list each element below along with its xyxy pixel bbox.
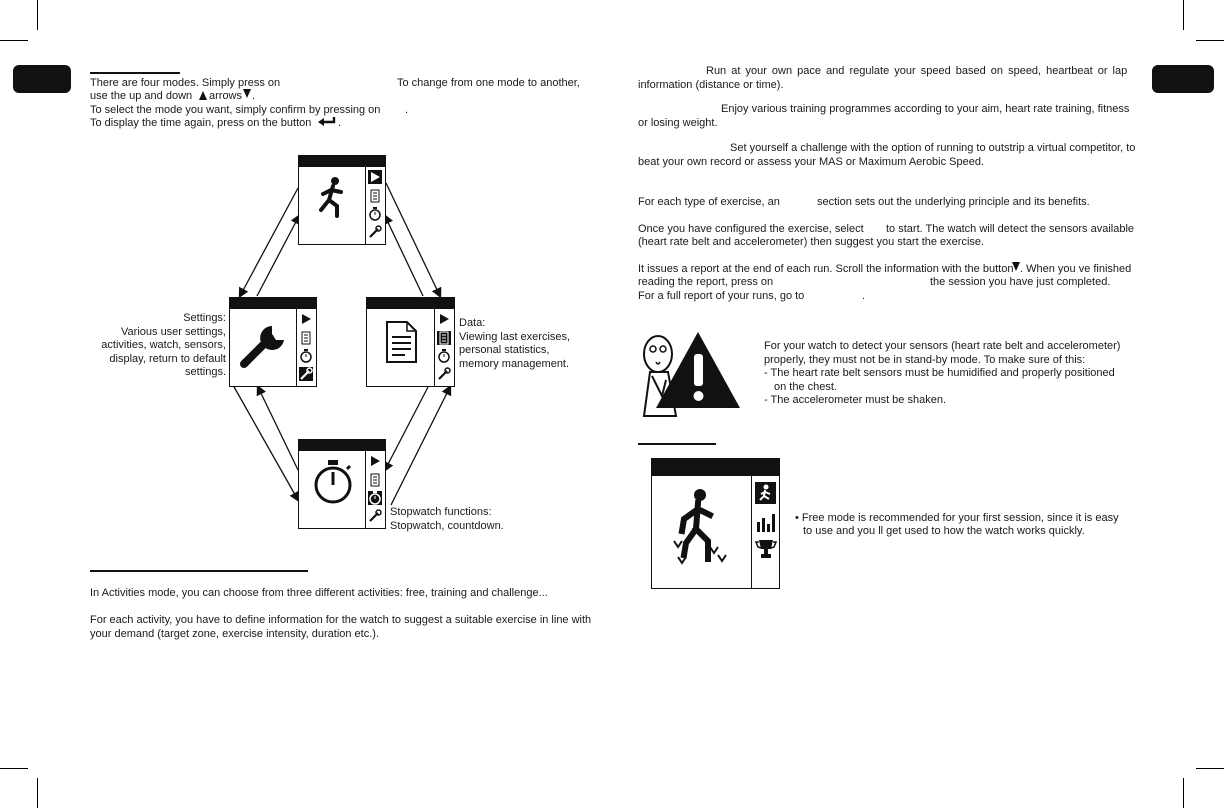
caption-line: Various user settings, xyxy=(121,325,226,338)
caption-line: memory management. xyxy=(459,357,570,370)
report-text: reading the report, press on xyxy=(638,276,774,288)
wrench-icon xyxy=(368,509,382,523)
runner-icon xyxy=(670,485,740,571)
training-description: or losing weight. xyxy=(638,117,718,129)
free-mode-note: • Free mode is recommended for your first session, since it is easy xyxy=(795,512,1119,524)
play-icon xyxy=(368,454,382,468)
watch-menu-column xyxy=(365,167,385,244)
watch-menu-column xyxy=(365,451,385,528)
warning-line: properly, they must not be in stand-by mode. To make sure of this: xyxy=(764,353,1086,366)
intro-text: . xyxy=(405,104,409,116)
stopwatch-icon xyxy=(437,349,451,363)
watch-screen-data xyxy=(366,297,455,387)
watch-title-bar xyxy=(230,298,316,309)
stopwatch-icon xyxy=(368,207,382,221)
training-description: Enjoy various training programmes according to your aim, heart rate training, fitness xyxy=(721,103,1130,115)
watch-menu-column xyxy=(434,309,454,386)
intro-text: To change from one mode to another, xyxy=(397,77,580,89)
intro-text: . xyxy=(252,90,256,102)
runner-icon xyxy=(313,176,349,221)
stopwatch-caption xyxy=(390,506,504,533)
intro-text: There are four modes. Simply press on xyxy=(90,77,281,89)
watch-screen-stopwatch xyxy=(298,439,386,529)
data-icon xyxy=(368,189,382,203)
start-text: (heart rate belt and accelerometer) then suggest you start the exercise. xyxy=(638,236,985,248)
caption-line: Settings: xyxy=(183,312,226,324)
play-icon xyxy=(299,312,313,326)
intro-text: To select the mode you want, simply confirm by pressing on xyxy=(90,104,381,116)
report-text: For a full report of your runs, go to xyxy=(638,290,805,302)
warning-line: - The heart rate belt sensors must be humidified and properly positioned xyxy=(764,367,1115,379)
report-text: . xyxy=(862,290,866,302)
watch-title-bar xyxy=(652,459,779,476)
wrench-icon xyxy=(299,367,313,381)
data-caption xyxy=(459,317,570,371)
play-icon xyxy=(368,170,382,184)
stopwatch-icon xyxy=(311,458,355,506)
report-text: the session you have just completed. xyxy=(930,276,1111,288)
stopwatch-icon xyxy=(299,349,313,363)
intro-text: use the up and down xyxy=(90,90,193,102)
watch-screen-settings xyxy=(229,297,317,387)
runner-icon xyxy=(755,482,776,504)
wrench-icon xyxy=(368,225,382,239)
challenge-description: Set yourself a challenge with the option of running to outstrip a virtual competitor, to xyxy=(730,142,1136,154)
wrench-icon xyxy=(437,367,451,381)
free-description: information (distance or time). xyxy=(638,79,784,91)
caption-line: display, return to default xyxy=(109,352,226,365)
watch-menu-column xyxy=(751,476,779,588)
trophy-icon xyxy=(756,538,776,560)
caption-line: activities, watch, sensors, xyxy=(101,339,226,351)
activities-paragraph: For each activity, you have to define information for the watch to suggest a suitable exercise in line with xyxy=(90,614,592,626)
exercise-info-text: section sets out the underlying principle and its benefits. xyxy=(817,196,1090,208)
watch-title-bar xyxy=(299,440,385,451)
warning-line: For your watch to detect your sensors (heart rate belt and accelerometer) xyxy=(764,340,1121,352)
report-text: It issues a report at the end of each run. Scroll the information with the button xyxy=(638,263,1014,275)
caption-line: Stopwatch functions: xyxy=(390,506,492,518)
section-divider xyxy=(638,443,716,445)
free-description: Run at your own pace and regulate your speed based on speed, heartbeat or lap xyxy=(706,65,1128,77)
document-icon xyxy=(385,320,419,364)
intro-text: arrows xyxy=(209,90,243,102)
start-text: Once you have configured the exercise, select xyxy=(638,223,864,235)
watch-title-bar xyxy=(367,298,454,309)
report-text: . When you ve finished xyxy=(1020,263,1132,275)
free-mode-note: to use and you ll get used to how the watch works quickly. xyxy=(803,525,1085,537)
caption-line: personal statistics, xyxy=(459,344,550,356)
settings-caption xyxy=(90,312,226,380)
warning-line: on the chest. xyxy=(774,380,837,393)
watch-screen-free-mode xyxy=(651,458,780,589)
start-text: to start. The watch will detect the sensors available xyxy=(886,223,1135,235)
caption-line: Stopwatch, countdown. xyxy=(390,519,504,532)
data-icon xyxy=(437,331,451,345)
exercise-info-text: For each type of exercise, an xyxy=(638,196,780,208)
wrench-icon xyxy=(236,318,292,374)
warning-line: - The accelerometer must be shaken. xyxy=(764,394,946,406)
data-icon xyxy=(368,473,382,487)
warning-man-illustration xyxy=(636,324,756,424)
intro-text: . xyxy=(338,117,342,129)
bar-chart-icon xyxy=(756,514,776,532)
watch-menu-column xyxy=(296,309,316,386)
watch-screen-activities xyxy=(298,155,386,245)
caption-line: settings. xyxy=(185,366,226,378)
intro-text: To display the time again, press on the button xyxy=(90,117,312,129)
data-icon xyxy=(299,331,313,345)
down-arrow-icon xyxy=(1012,262,1020,271)
activities-paragraph: In Activities mode, you can choose from three different activities: free, training and challenge... xyxy=(90,587,548,599)
warning-text xyxy=(764,340,1120,408)
section-divider xyxy=(90,570,308,572)
activities-paragraph: your demand (target zone, exercise intensity, duration etc.). xyxy=(90,628,379,640)
stopwatch-icon xyxy=(368,491,382,505)
caption-line: Viewing last exercises, xyxy=(459,330,571,343)
caption-line: Data: xyxy=(459,317,486,329)
watch-title-bar xyxy=(299,156,385,167)
challenge-description: beat your own record or assess your MAS or Maximum Aerobic Speed. xyxy=(638,156,985,168)
play-icon xyxy=(437,312,451,326)
